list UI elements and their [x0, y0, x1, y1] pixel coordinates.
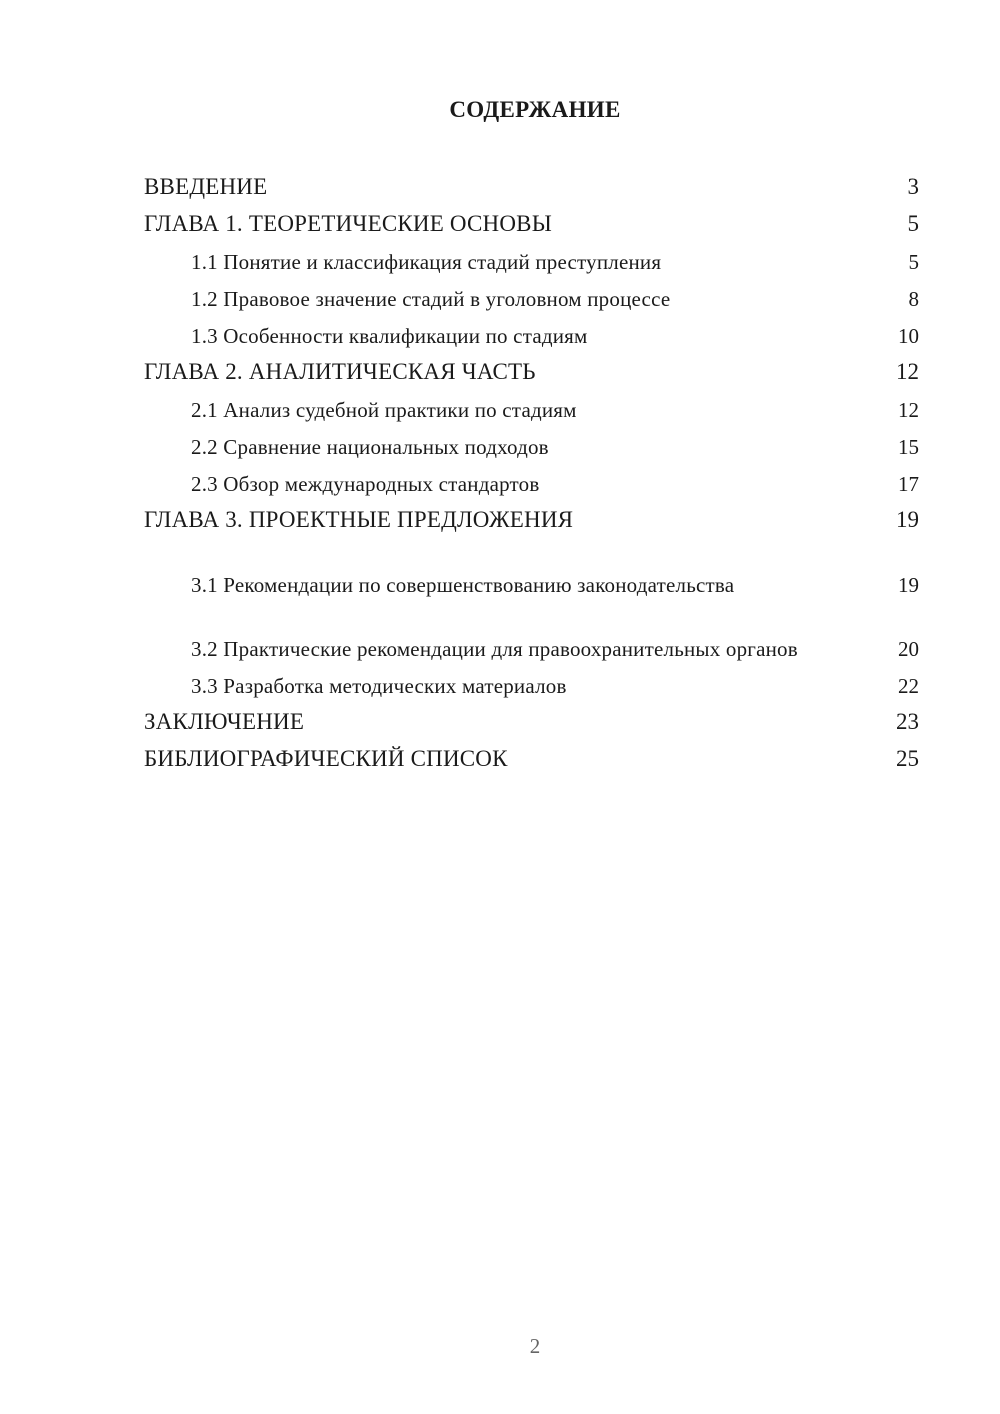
toc-entry-section-2-2[interactable] [144, 427, 919, 464]
table-of-contents [144, 168, 919, 777]
toc-entry-page: 19 [896, 507, 919, 532]
toc-entry-bibliography[interactable] [144, 740, 919, 777]
toc-entry-page: 3 [907, 174, 919, 199]
toc-entry-chapter-3[interactable] [144, 501, 919, 538]
toc-entry-page: 19 [898, 573, 919, 597]
toc-entry-label: БИБЛИОГРАФИЧЕСКИЙ СПИСОК [144, 746, 508, 771]
toc-entry-label: ГЛАВА 1. ТЕОРЕТИЧЕСКИЕ ОСНОВЫ [144, 211, 552, 236]
toc-entry-label: ЗАКЛЮЧЕНИЕ [144, 709, 305, 734]
toc-entry-page: 22 [898, 674, 919, 698]
toc-entry-chapter-2[interactable] [144, 353, 919, 390]
toc-entry-section-1-2[interactable] [144, 279, 919, 316]
toc-entry-section-1-3[interactable] [144, 316, 919, 353]
toc-entry-section-2-1[interactable] [144, 390, 919, 427]
page-number: 2 [529, 1334, 541, 1358]
toc-entry-page: 5 [908, 250, 919, 274]
toc-entry-introduction[interactable] [144, 168, 919, 205]
toc-entry-label: 1.3 Особенности квалификации по стадиям [191, 324, 588, 348]
toc-entry-section-2-3[interactable] [144, 464, 919, 501]
toc-entry-page: 15 [898, 435, 919, 459]
toc-entry-label: 2.3 Обзор международных стандартов [191, 472, 540, 496]
toc-entry-page: 12 [896, 359, 919, 384]
toc-entry-label: 2.1 Анализ судебной практики по стадиям [191, 398, 577, 422]
toc-entry-label: 2.2 Сравнение национальных подходов [191, 435, 549, 459]
toc-entry-label: 3.3 Разработка методических материалов [191, 674, 567, 698]
toc-entry-label: 3.1 Рекомендации по совершенствованию законодательства [191, 573, 735, 597]
toc-entry-label: ГЛАВА 3. ПРОЕКТНЫЕ ПРЕДЛОЖЕНИЯ [144, 507, 574, 532]
toc-entry-label: 3.2 Практические рекомендации для правоохранительных органов [191, 637, 798, 661]
toc-entry-section-3-3[interactable] [144, 666, 919, 703]
toc-entry-page: 25 [896, 746, 919, 771]
toc-entry-section-3-1[interactable] [144, 538, 919, 602]
toc-entry-page: 20 [898, 637, 919, 661]
toc-entry-label: ГЛАВА 2. АНАЛИТИЧЕСКАЯ ЧАСТЬ [144, 359, 536, 384]
toc-entry-label: 1.2 Правовое значение стадий в уголовном процессе [191, 287, 671, 311]
toc-entry-conclusion[interactable] [144, 703, 919, 740]
toc-entry-page: 8 [908, 287, 919, 311]
toc-entry-label: ВВЕДЕНИЕ [144, 174, 268, 199]
page-title: СОДЕРЖАНИЕ [449, 97, 621, 122]
toc-entry-page: 23 [896, 709, 919, 734]
toc-entry-chapter-1[interactable] [144, 205, 919, 242]
toc-entry-page: 5 [907, 211, 919, 236]
toc-entry-section-1-1[interactable] [144, 242, 919, 279]
toc-entry-page: 12 [898, 398, 919, 422]
toc-entry-page: 10 [898, 324, 919, 348]
toc-entry-page: 17 [898, 472, 919, 496]
toc-entry-label: 1.1 Понятие и классификация стадий преступления [191, 250, 662, 274]
toc-entry-section-3-2[interactable] [144, 602, 919, 666]
